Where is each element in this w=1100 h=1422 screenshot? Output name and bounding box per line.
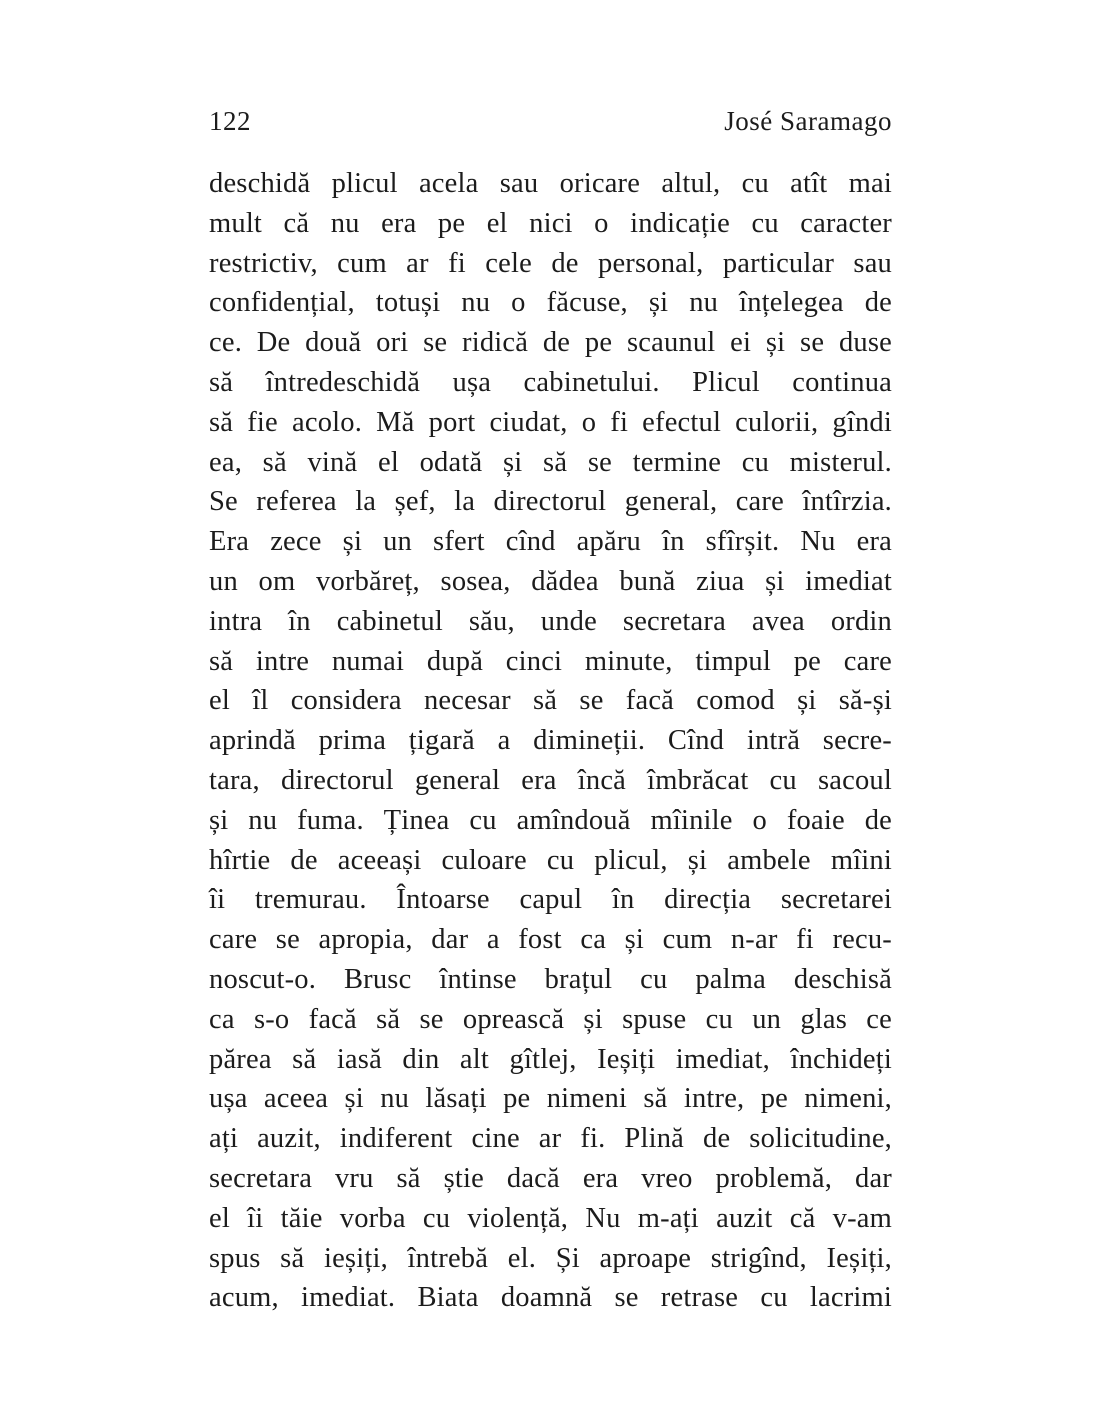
text-line: el îl considera necesar să se facă comod și să-și (209, 685, 892, 717)
text-line: deschidă plicul acela sau oricare altul, cu atît mai (209, 168, 892, 199)
body-text (209, 164, 892, 1318)
text-line: ce. De două ori se ridică de pe scaunul ei și se duse (209, 327, 892, 359)
text-line: ușa aceea și nu lăsați pe nimeni să intre, pe nimeni, (209, 1083, 892, 1115)
text-line: îi tremurau. Întoarse capul în direcția secretarei (209, 884, 892, 916)
running-header (209, 104, 892, 138)
text-line: acum, imediat. Biata doamnă se retrase cu lacrimi (209, 1282, 892, 1314)
page-number: 122 (209, 106, 251, 136)
text-line: părea să iasă din alt gîtlej, Ieșiți imediat, închideți (209, 1043, 892, 1075)
text-line: hîrtie de aceeași culoare cu plicul, și ambele mîini (209, 844, 892, 876)
text-line: intra în cabinetul său, unde secretara avea ordin (209, 605, 892, 637)
text-line: ați auzit, indiferent cine ar fi. Plină de solicitudine, (209, 1123, 892, 1155)
text-line: confidențial, totuși nu o făcuse, și nu înțelegea de (209, 287, 892, 319)
text-line: care se apropia, dar a fost ca și cum n-ar fi recu- (209, 924, 892, 956)
text-line: să intre numai după cinci minute, timpul pe care (209, 645, 892, 677)
text-line: noscut-o. Brusc întinse brațul cu palma deschisă (209, 963, 892, 995)
text-line: să fie acolo. Mă port ciudat, o fi efectul culorii, gîndi (209, 406, 892, 438)
text-line: secretara vru să știe dacă era vreo problemă, dar (209, 1162, 892, 1194)
running-header-author: José Saramago (724, 106, 892, 136)
text-line: mult că nu era pe el nici o indicație cu caracter (209, 207, 892, 239)
text-line: el îi tăie vorba cu violență, Nu m-ați auzit că v-am (209, 1202, 892, 1234)
text-line: ea, să vină el odată și să se termine cu misterul. (209, 446, 892, 478)
text-line: restrictiv, cum ar fi cele de personal, particular sau (209, 247, 892, 279)
text-line: aprindă prima țigară a dimineții. Cînd intră secre- (209, 725, 892, 757)
text-line: să întredeschidă ușa cabinetului. Plicul continua (209, 366, 892, 398)
text-block (209, 104, 892, 1318)
text-line: ca s-o facă să se oprească și spuse cu un glas ce (209, 1003, 892, 1035)
text-line: Se referea la șef, la directorul general, care întîrzia. (209, 486, 892, 518)
text-line: Era zece și un sfert cînd apăru în sfîrșit. Nu era (209, 526, 892, 558)
text-line: un om vorbăreț, sosea, dădea bună ziua și imediat (209, 565, 892, 597)
text-line: spus să ieșiți, întrebă el. Și aproape strigînd, Ieșiți, (209, 1242, 892, 1274)
text-line: tara, directorul general era încă îmbrăcat cu sacoul (209, 764, 892, 796)
text-line: și nu fuma. Ținea cu amîndouă mîinile o foaie de (209, 804, 892, 836)
